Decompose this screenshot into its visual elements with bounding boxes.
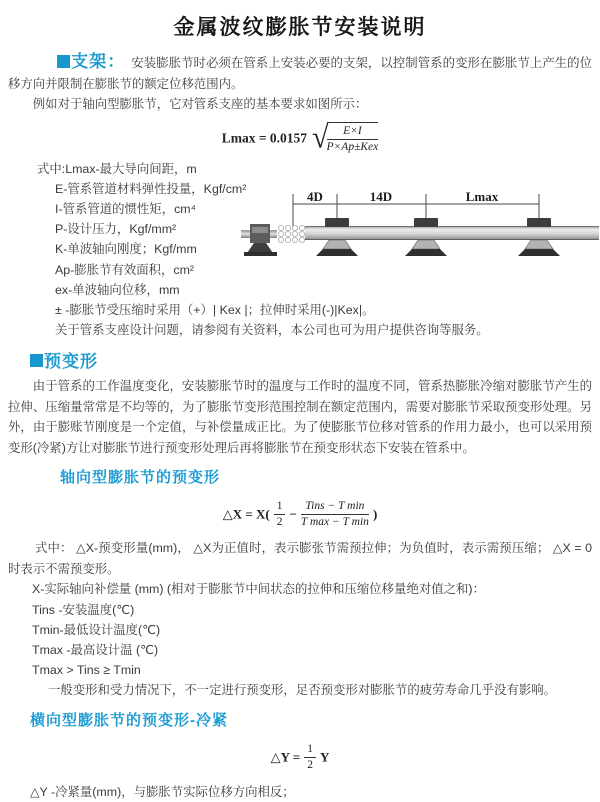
definition-line: ex-单波轴向位移，mm (55, 282, 180, 297)
preform-section-heading: 预变形 (44, 352, 98, 372)
diagram-svg (241, 187, 599, 269)
lmax-formula (0, 120, 600, 156)
definition-line: 式中:Lmax-最大导向间距，m (37, 161, 197, 176)
axial-formula-explanation: 式中： △X-预变形量(mm)， △X为正值时，表示膨张节需预拉伸；为负值时，表示需预压缩； △X = 0时表示不需预变形。 (8, 541, 592, 576)
axial-general-note: 一般变形和受力情况下，不一定进行预变形，足否预变形对膨胀节的疲劳寿命几乎没有影响。 (48, 683, 557, 698)
fraction-denominator: P×Ap±Kex (326, 140, 379, 153)
dimension-label-14d: 14D (369, 189, 393, 204)
definition-line: K-单波轴向刚度；Kgf/mm (55, 242, 197, 257)
section-marker-icon (30, 354, 43, 367)
pipe (305, 226, 599, 240)
dimension-label-lmax: Lmax (465, 189, 499, 204)
fraction-numerator: E×I (327, 125, 379, 140)
formula-rhs: ) (372, 506, 378, 522)
definition-line: Ap-膨胀节有效面积，cm² (55, 262, 195, 277)
axial-definitions-list (0, 579, 600, 701)
axial-subsection-heading: 轴向型膨胀节的预变形 (60, 469, 221, 487)
definition-line: Tmin-最低设计温度(℃) (32, 622, 161, 637)
formula-lhs: Lmax = 0.0157 (221, 129, 308, 145)
support-section-heading: 支架： (71, 52, 126, 71)
formula-fraction-half: $\frac{1}{2}$ (274, 500, 286, 529)
support-body-text: 安装膨胀节时必须在管系上安装必要的支架，以控制管系的变形在膨胀节上产生的位移方向并限制在膨胀节的额定位移范围内。 (8, 56, 593, 91)
definition-line: I-管系管道的惯性矩，cm⁴ (55, 201, 196, 216)
lateral-subsection-heading: 横向型膨胀节的预变形-冷紧 (30, 711, 228, 729)
definition-line: X-实际轴向补偿量 (mm) (相对于膨胀节中间状态的拉伸和压缩位移量绝对值之和)： (32, 582, 485, 597)
axial-preform-formula (0, 496, 600, 532)
lateral-preform-formula (0, 740, 600, 774)
formula-rhs: Y (319, 749, 330, 765)
minus-sign: − (289, 506, 297, 522)
preform-section-header (30, 347, 600, 372)
preform-paragraph: 由于管系的工作温度变化，安装膨胀节时的温度与工作时的温度不同，管系热膨胀冷缩对膨胀节产生的拉伸、压缩量常常是不均等的，为了膨胀节变形范围控制在额定范围内，需要对膨胀节采取预变形处理。另外，由于膨账节刚度是一个定值，与补偿量成正比。为了使膨胀节位移对管系的作用力最小，也可以采用预变形(冷紧)方让对膨胀节进行预变形处理后再将膨胀节在预变形状态下安装在管系中。 (8, 379, 592, 455)
support-note-line: 关于管系支座设计问题，请参阅有关资料，本公司也可为用户提供咨询等服务。 (55, 323, 489, 338)
definition-line: P-设计压力，Kgf/mm² (55, 222, 177, 237)
page-title: 金属波纹膨胀节安装说明 (173, 16, 427, 39)
formula-lhs: △Y = (270, 749, 301, 765)
definition-line: Tins -安装温度(℃) (32, 602, 135, 617)
pipe-support-diagram (241, 187, 599, 269)
formula-fraction-half: $\frac{1}{2}$ (304, 743, 316, 772)
anchor-support (241, 224, 277, 256)
definition-line: Tmax -最高设计温 (℃) (32, 642, 159, 657)
dimension-label-4d: 4D (307, 189, 323, 204)
definition-line: ± -膨胀节受压缩时采用（+）| Kex |；拉伸时采用(-)|Kex|。 (55, 302, 375, 317)
sqrt-symbol: √ (312, 119, 329, 155)
formula-fraction-temp: $\frac{\text{Tins − T min}}{\text{T max − T min}}$ (300, 500, 369, 529)
formula-fraction (327, 122, 379, 154)
lateral-definition-line: △Y -冷紧量(mm)，与膨胀节实际位移方向相反； (30, 784, 295, 799)
bellows-icon (278, 225, 304, 242)
definition-line: Tmax > Tins ≥ Tmin (32, 663, 141, 678)
formula-lhs: △X = X( (222, 506, 270, 522)
section-marker-icon (57, 55, 70, 68)
support-paragraph (8, 52, 592, 94)
definition-line: E-管系管道材料弹性投量，Kgf/cm² (55, 181, 247, 196)
support-example-line: 例如对于轴向型膨胀节，它对管系支座的基本要求如图所示： (32, 97, 368, 111)
